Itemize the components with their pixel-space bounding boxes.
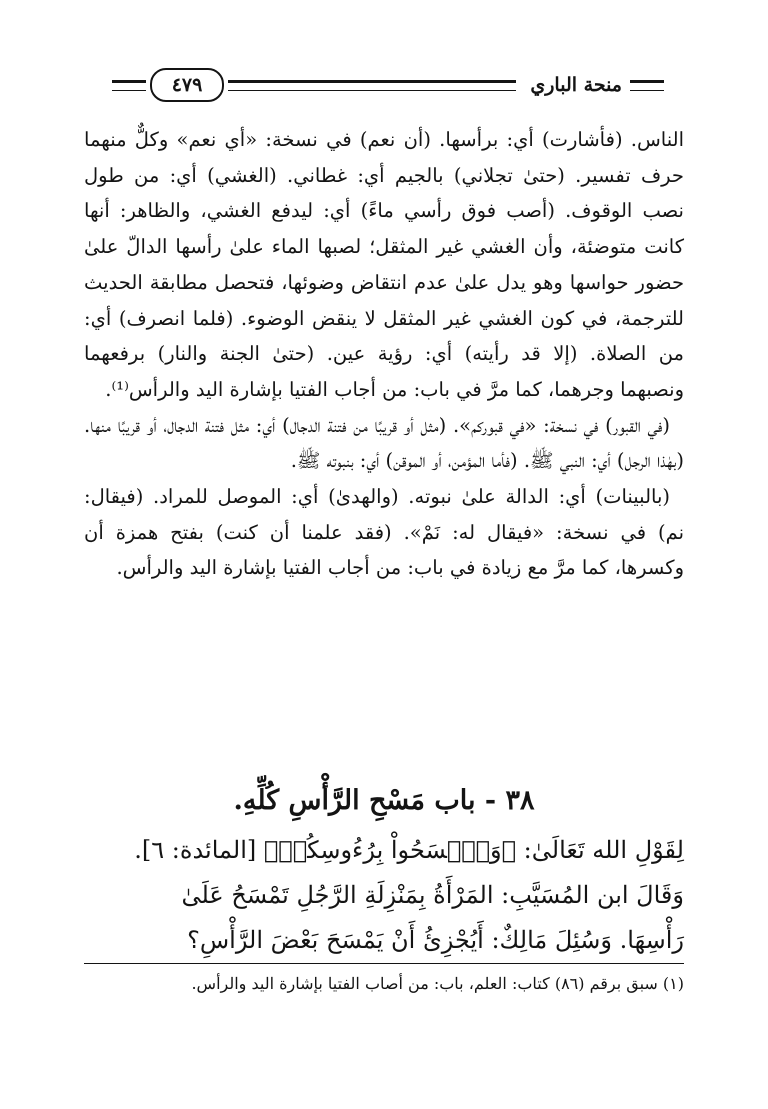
chapter-title: ٣٨ - باب مَسْحِ الرَّأْسِ كُلِّهِ. [233,785,535,816]
hadith-text-line: لِقَوْلِ الله تَعَالَىٰ: ﴿وَٱمۡسَحُواْ بِرُءُوسِكُمۡ﴾ [المائدة: ٦]. [134,836,684,864]
footnote-divider [84,963,684,964]
hadith-text-line: وَقَالَ ابن المُسَيَّبِ: المَرْأَةُ بِمَنْزِلَةِ الرَّجُلِ تَمْسَحُ عَلَىٰ [181,881,684,909]
commentary-paragraph: الناس. (فأشارت) أي: برأسها. (أن نعم) في نسخة: «أي نعم» وكلٌّ منهما حرف تفسير. (حتىٰ تجلاني) بالجيم أي: غطاني. (الغشي) أي: من طول نصب الوقوف. (أصب فوق رأسي ماءً) أي: ليدفع الغشي، والظاهر: أنها كانت متوضئة، وأن الغشي غير المثقل؛ لصبها الماء علىٰ رأسها الدالّ علىٰ حضور حواسها وهو يدل علىٰ عدم انتقاض وضوئها، فتحصل مطابقة الحديث للترجمة، في كون الغشي غير المثقل لا ينقض الوضوء. (فلما انصرف) أي: من الصلاة. (إلا قد رأيته) أي: رؤية عين. (حتىٰ الجنة والنار) برفعهما ونصبهما وجرهما، كما مرَّ في باب: من أجاب الفتيا بإشارة اليد والرأس⁽¹⁾. [84,128,684,401]
header-rule-left [112,80,146,91]
page-number-badge: ٤٧٩ [150,68,224,102]
header-rule-middle [228,80,516,91]
commentary-paragraph: (في القبور) في نسخة: «في قبوركم». (مثل أو قريبًا من فتنة الدجال) أي: مثل فتنة الدجال، أو قريبًا منها. (بهٰذا الرجل) أي: النبي ﷺ. (فأما المؤمن، أو الموقن) أي: بنبوته ﷺ. [84,413,684,473]
footnote: (١) سبق برقم (٨٦) كتاب: العلم، باب: من أصاب الفتيا بإشارة اليد والرأس. [191,974,684,993]
hadith-text-line: رَأْسِهَا. وَسُئِلَ مَالِكٌ: أَيُجْزِئُ أَنْ يَمْسَحَ بَعْضَ الرَّأْسِ؟ [187,926,684,954]
commentary-paragraph: (بالبينات) أي: الدالة علىٰ نبوته. (والهدىٰ) أي: الموصل للمراد. (فيقال: نم) في نسخة: «فيقال له: نَمْ». (فقد علمنا أن كنت) بفتح همزة أن وكسرها، كما مرَّ مع زيادة في باب: من أجاب الفتيا بإشارة اليد والرأس. [84,485,684,580]
header-rule-right [630,80,664,91]
page-header [112,63,664,107]
chapter-section [84,780,684,963]
commentary-body [84,122,684,586]
running-title: منحة الباري [530,74,622,96]
